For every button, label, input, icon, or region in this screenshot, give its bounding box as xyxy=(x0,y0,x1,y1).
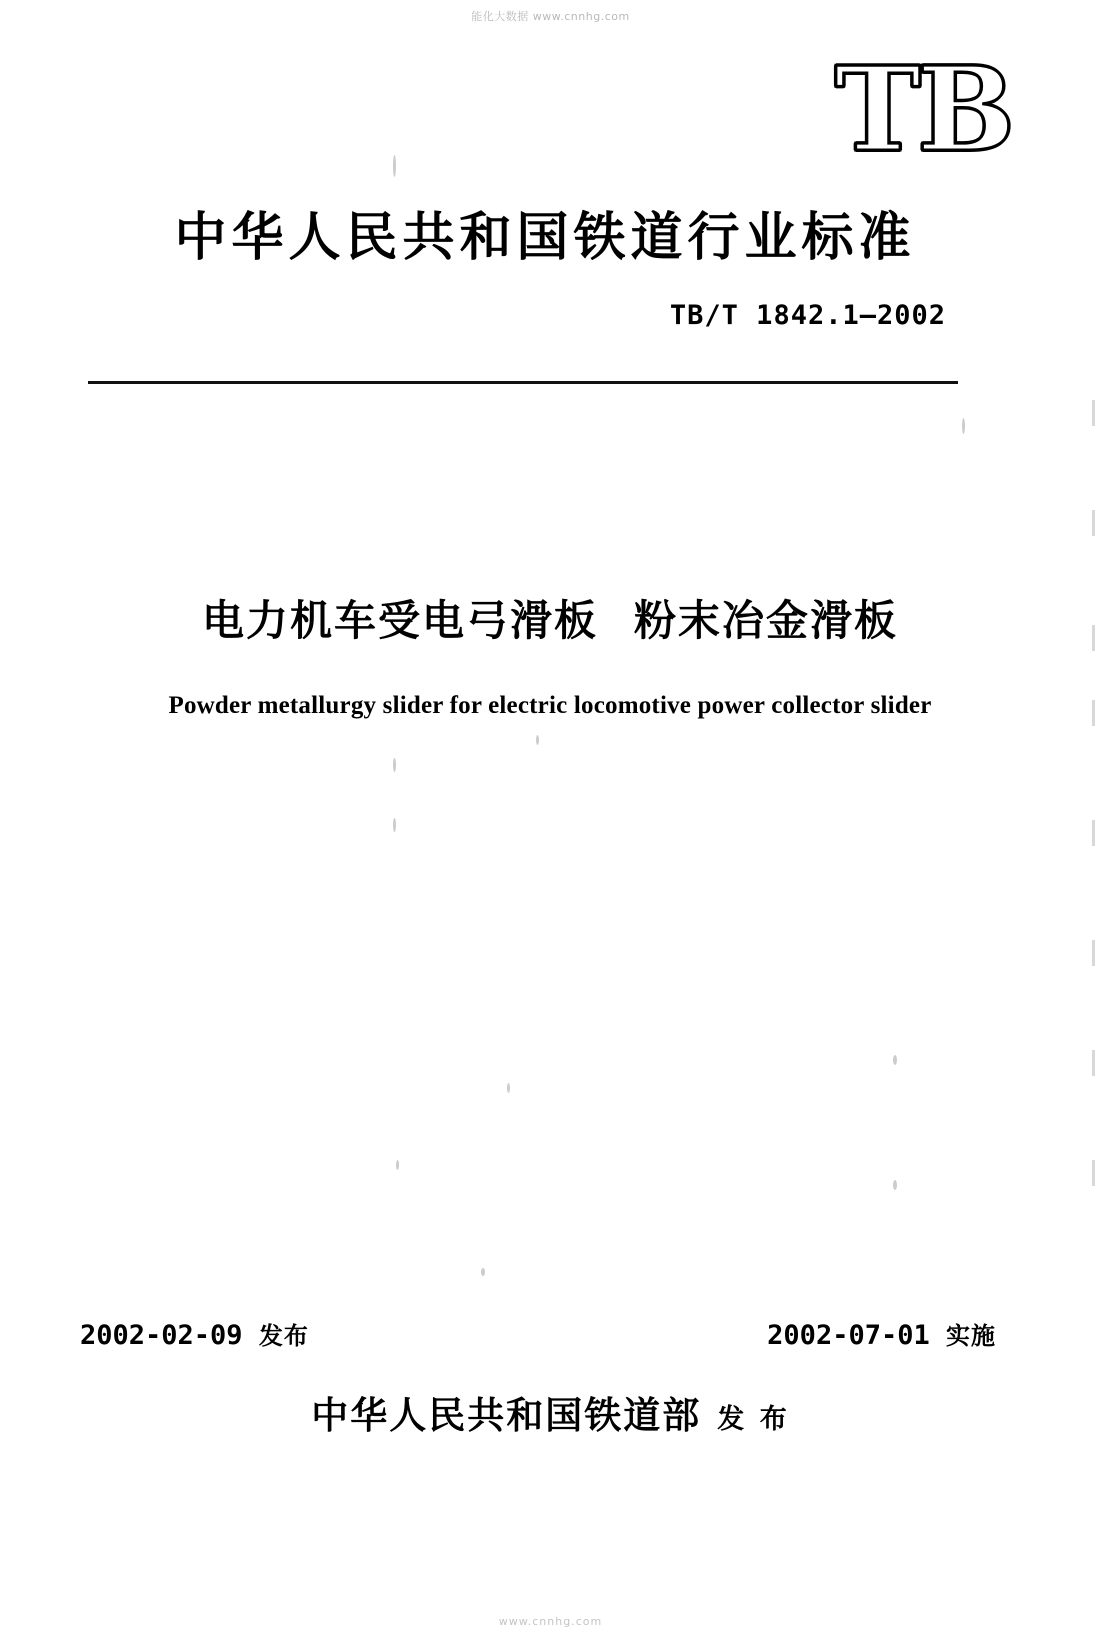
scan-edge-marks xyxy=(1092,400,1095,1180)
standard-number: TB/T 1842.1—2002 xyxy=(669,300,946,331)
implementation-date-value: 2002-07-01 xyxy=(767,1320,930,1351)
scan-speck xyxy=(393,155,396,177)
issuing-authority-verb: 发 布 xyxy=(717,1404,790,1435)
bottom-watermark: www.cnnhg.com xyxy=(498,1615,603,1628)
scan-speck xyxy=(393,818,396,832)
date-row xyxy=(0,1316,1101,1356)
horizontal-rule xyxy=(88,381,958,384)
issuing-authority xyxy=(0,1385,1101,1439)
scan-speck xyxy=(396,1160,399,1170)
standard-org-title: 中华人民共和国铁道行业标准 xyxy=(174,208,916,268)
top-watermark: 能化大数据 www.cnnhg.com xyxy=(471,10,630,23)
tb-logo: TB xyxy=(834,42,1011,178)
scan-speck xyxy=(893,1055,897,1065)
implementation-date xyxy=(767,1316,996,1351)
scan-speck xyxy=(507,1083,510,1093)
scan-speck xyxy=(893,1180,897,1190)
scan-speck xyxy=(481,1268,485,1276)
scan-speck xyxy=(393,758,396,772)
implementation-date-label: 实施 xyxy=(946,1322,996,1350)
document-title-cn-part2: 粉末冶金滑板 xyxy=(634,596,899,645)
issue-date-label: 发布 xyxy=(258,1322,309,1350)
document-title-en: Powder metallurgy slider for electric locomotive power collector slider xyxy=(168,692,932,719)
issue-date xyxy=(80,1316,309,1351)
issuing-authority-name: 中华人民共和国铁道部 xyxy=(311,1394,702,1437)
document-title-cn-part1: 电力机车受电弓滑板 xyxy=(201,596,598,645)
scan-speck xyxy=(962,418,965,434)
issue-date-value: 2002-02-09 xyxy=(80,1320,243,1351)
scan-speck xyxy=(536,735,539,745)
document-title-cn xyxy=(60,588,1040,648)
